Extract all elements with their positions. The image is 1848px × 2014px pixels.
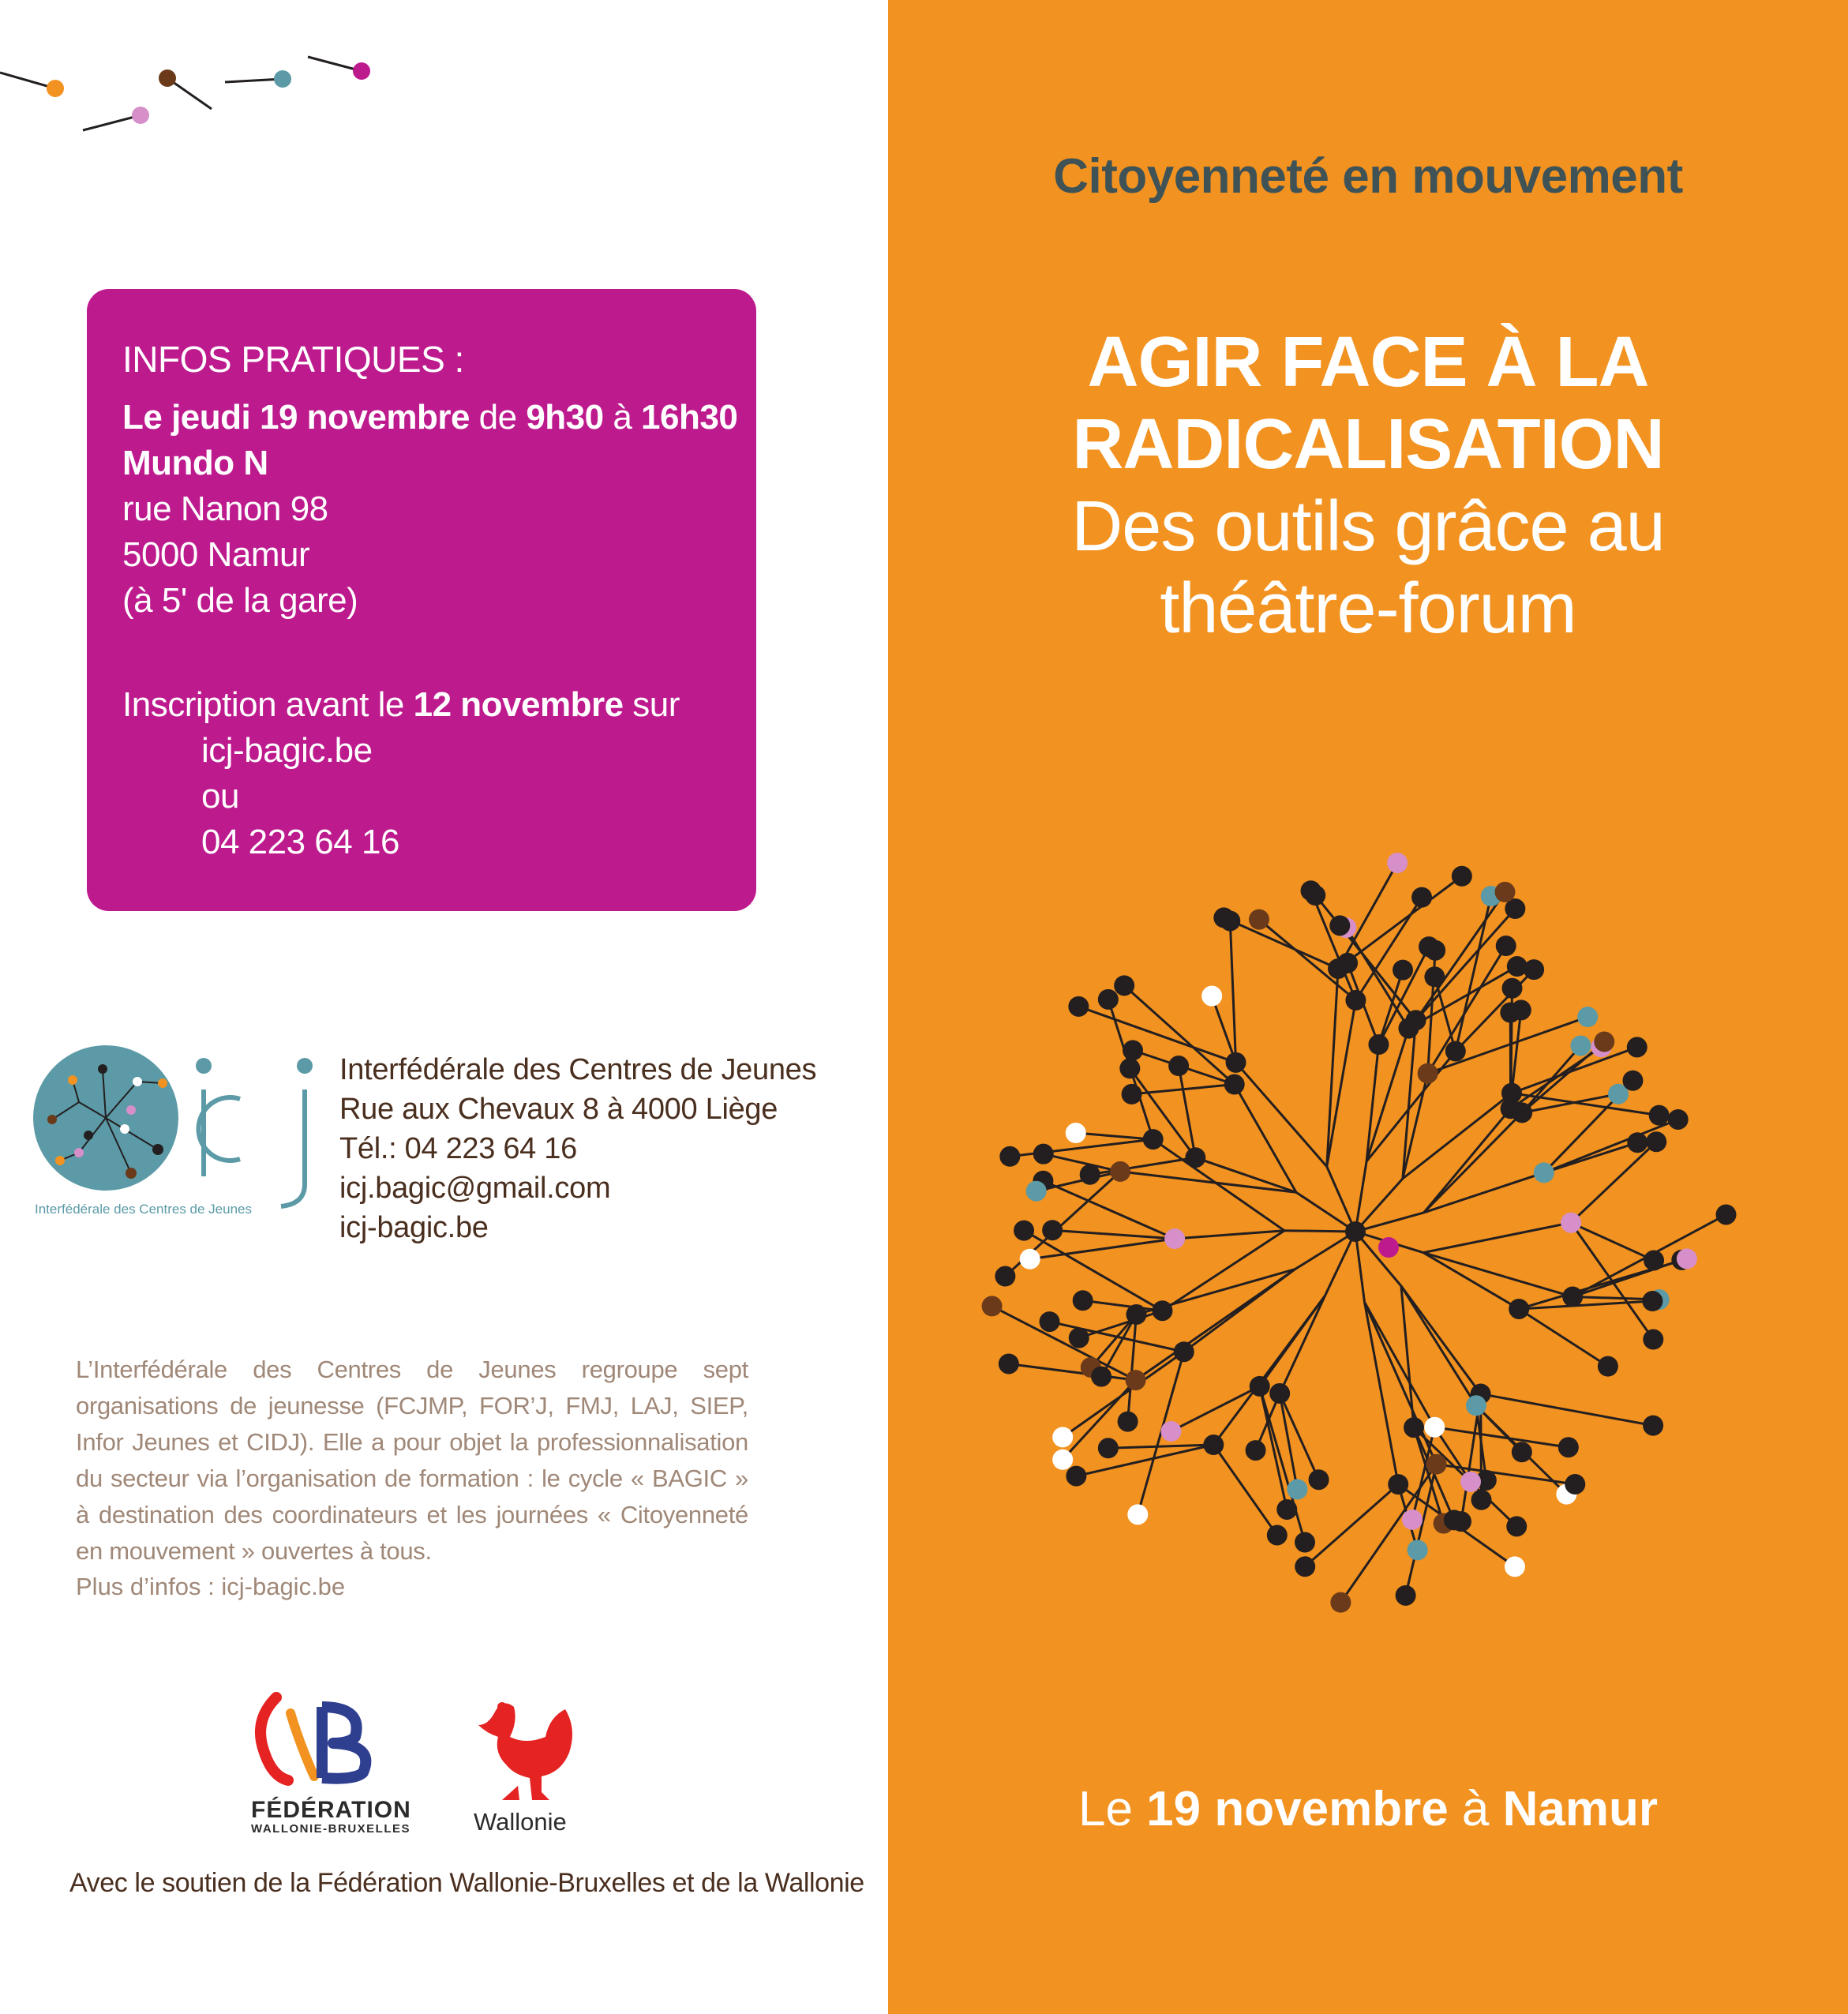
fwb-name: FÉDÉRATION bbox=[251, 1797, 411, 1823]
subtitle-line-2: théâtre-forum bbox=[1160, 569, 1576, 648]
org-tel: Tél.: 04 223 64 16 bbox=[339, 1132, 577, 1165]
info-box bbox=[87, 289, 756, 911]
support-text: Avec le soutien de la Fédération Wallonie-Bruxelles et de la Wallonie bbox=[69, 1868, 864, 1898]
decorative-pins-icon bbox=[0, 32, 410, 142]
series-title: Citoyenneté en mouvement bbox=[1053, 149, 1683, 204]
info-registration: Inscription avant le 12 novembre sur bbox=[122, 685, 680, 724]
org-address: Rue aux Chevaux 8 à 4000 Liège bbox=[339, 1093, 778, 1126]
network-tree-icon bbox=[888, 837, 1848, 1618]
org-email[interactable]: icj.bagic@gmail.com bbox=[339, 1172, 611, 1205]
right-panel bbox=[888, 0, 1848, 2014]
info-phone: 04 223 64 16 bbox=[201, 823, 399, 861]
title-line-1: AGIR FACE À LA bbox=[1087, 323, 1649, 402]
left-panel bbox=[0, 0, 888, 2014]
about-more: Plus d’infos : icj-bagic.be bbox=[76, 1573, 346, 1600]
info-street: rue Nanon 98 bbox=[122, 489, 328, 528]
icj-logo-icon bbox=[32, 1042, 332, 1216]
about-text: L’Interfédérale des Centres de Jeunes regroupe sept organisations de jeunesse (FCJMP, FOR’J, FMJ, LAJ, SIEP, Infor Jeunes et CIDJ). Elle a pour objet la professionnalisation du secteur via l’organisation de formation : le cycle « BAGIC » à destination des coordinateurs et les journées « Citoyenneté en mouvement » ouvertes à tous. bbox=[76, 1356, 748, 1565]
title-line-2: RADICALISATION bbox=[1072, 405, 1664, 484]
info-date: Le jeudi 19 novembre de 9h30 à 16h30 bbox=[122, 398, 738, 437]
wallonie-name: Wallonie bbox=[474, 1808, 567, 1836]
info-city: 5000 Namur bbox=[122, 535, 310, 574]
org-name: Interfédérale des Centres de Jeunes bbox=[339, 1053, 817, 1086]
event-date: Le 19 novembre à Namur bbox=[1078, 1782, 1659, 1836]
fwb-subname: WALLONIE-BRUXELLES bbox=[251, 1822, 410, 1836]
wallonie-rooster-icon bbox=[470, 1690, 581, 1808]
info-or: ou bbox=[201, 777, 239, 816]
info-website-link[interactable]: icj-bagic.be bbox=[201, 731, 373, 770]
subtitle-line-1: Des outils grâce au bbox=[1071, 487, 1665, 566]
icj-logo-caption: Interfédérale des Centres de Jeunes bbox=[35, 1202, 253, 1217]
info-note: (à 5' de la gare) bbox=[122, 581, 358, 620]
info-heading: INFOS PRATIQUES : bbox=[122, 339, 464, 380]
info-venue: Mundo N bbox=[122, 444, 268, 482]
org-web[interactable]: icj-bagic.be bbox=[339, 1211, 489, 1244]
fwb-logo-icon bbox=[245, 1690, 387, 1792]
